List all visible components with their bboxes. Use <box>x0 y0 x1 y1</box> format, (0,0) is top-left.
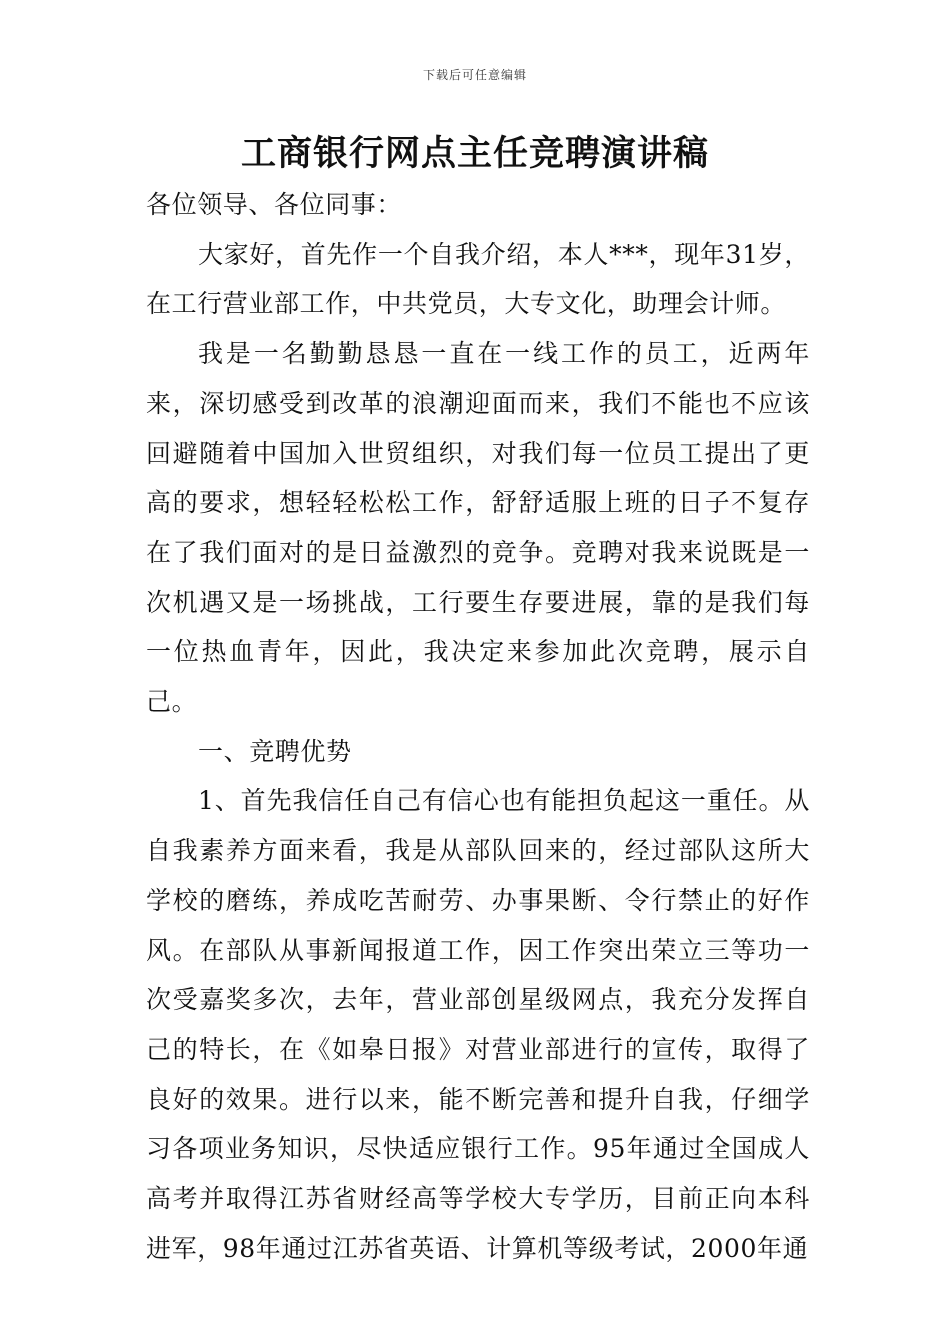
header-note: 下载后可任意编辑 <box>422 68 527 82</box>
section-heading-advantages: 一、竞聘优势 <box>198 736 352 766</box>
paragraph-introduction: 大家好，首先作一个自我介绍，本人***，现年31岁，在工行营业部工作，中共党员，大专文化，助理会计师。 <box>146 239 810 319</box>
paragraph-advantage-1: 1、首先我信任自己有信心也有能担负起这一重任。从自我素养方面来看，我是从部队回来的，经过部队这所大学校的磨练，养成吃苦耐劳、办事果断、令行禁止的好作风。在部队从事新闻报道工作，因工作突出荣立三等功一次受嘉奖多次，去年，营业部创星级网点，我充分发挥自己的特长，在《如皋日报》对营业部进行的宣传，取得了良好的效果。进行以来，能不断完善和提升自我，仔细学习各项业务知识，尽快适应银行工作。95年通过全国成人高考并取得江苏省财经高等学校大专学历，目前正向本科进军，98年通过江苏省英语、计算机等级考试，2000年通 <box>146 786 810 1263</box>
paragraph-motivation: 我是一名勤勤恳恳一直在一线工作的员工，近两年来，深切感受到改革的浪潮迎面而来，我们不能也不应该回避随着中国加入世贸组织，对我们每一位员工提出了更高的要求，想轻轻松松工作，舒舒适服上班的日子不复存在了我们面对的是日益激烈的竞争。竞聘对我来说既是一次机遇又是一场挑战，工行要生存要进展，靠的是我们每一位热血青年，因此，我决定来参加此次竞聘，展示自己。 <box>146 339 810 717</box>
document-title: 工商银行网点主任竞聘演讲稿 <box>240 134 709 174</box>
document-body <box>146 180 810 1273</box>
salutation: 各位领导、各位同事： <box>146 190 403 219</box>
